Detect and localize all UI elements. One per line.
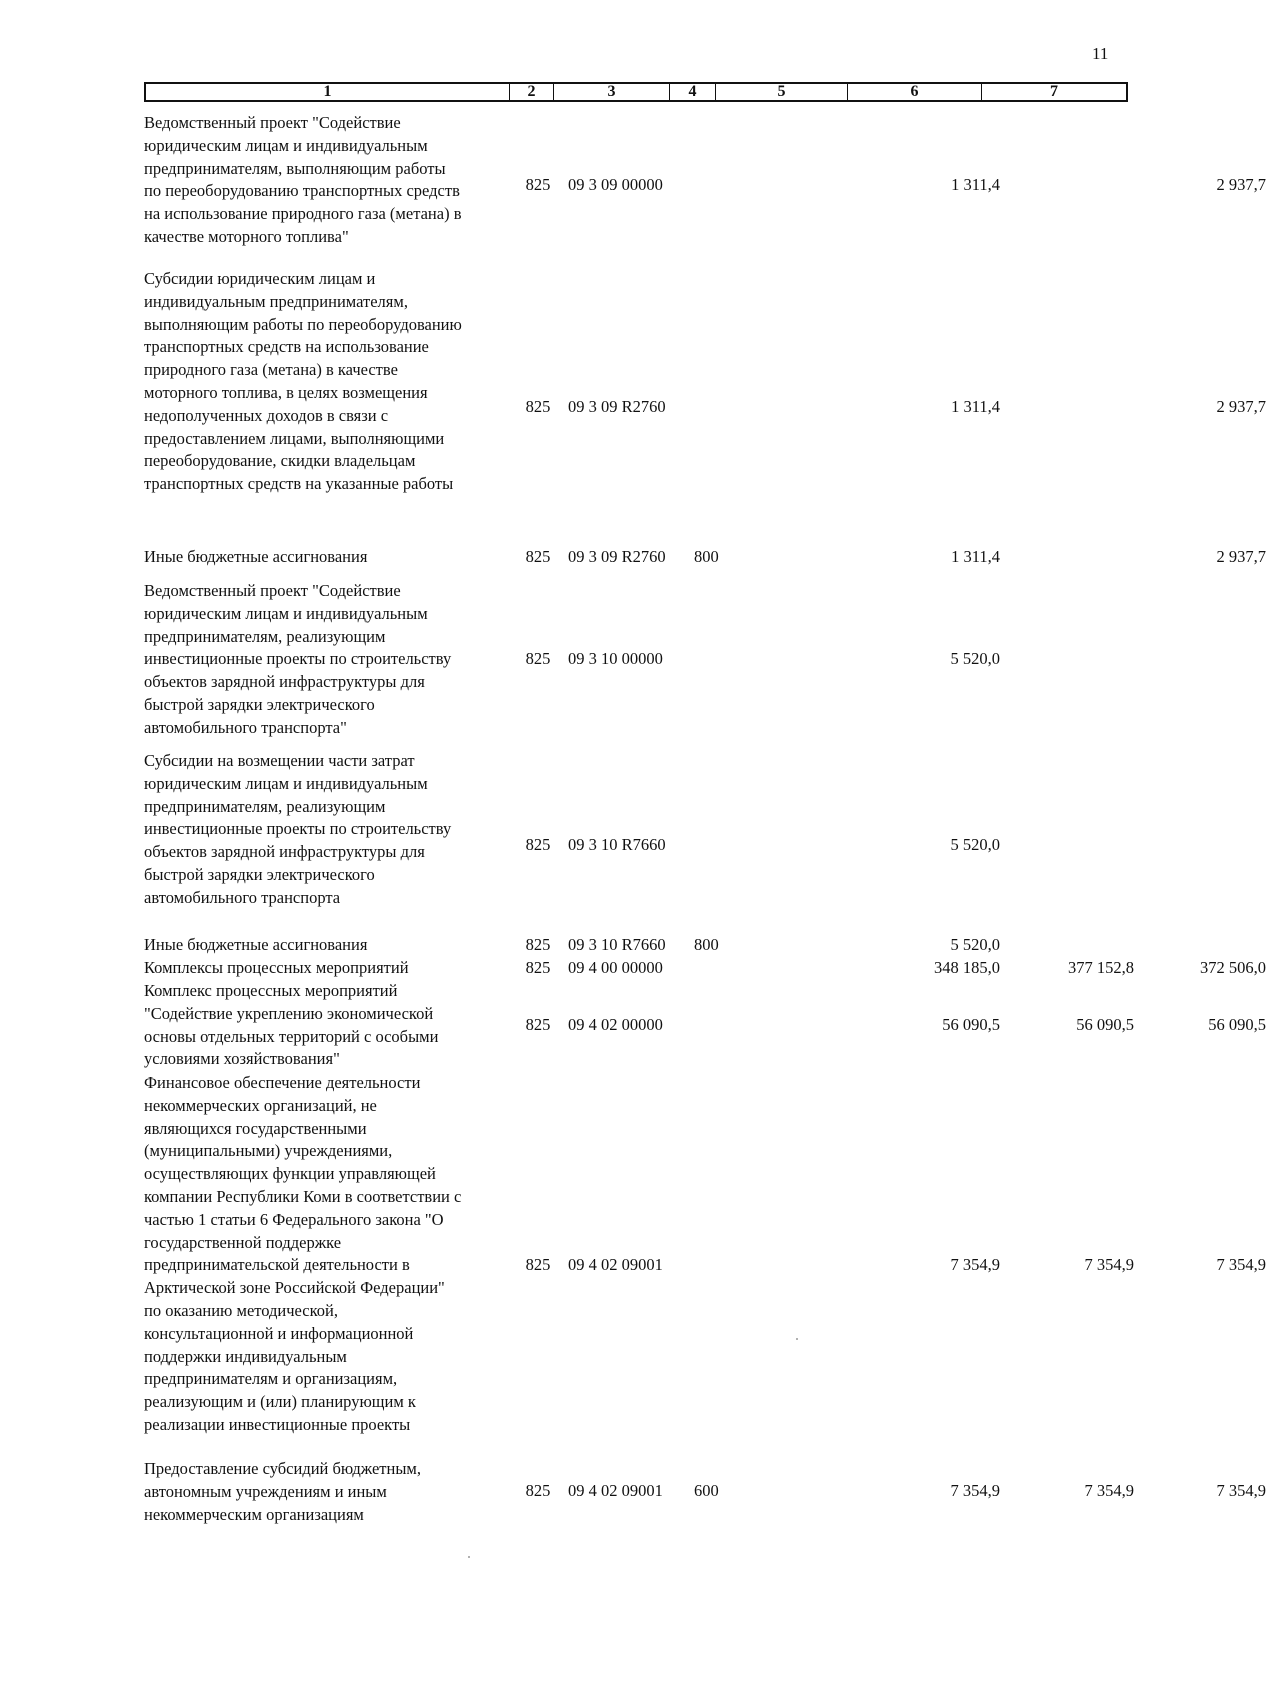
row-description: Ведомственный проект "Содействие юридическим лицам и индивидуальным предпринимателям, выполняющим работы по переоборудованию транспортных средств на использование природного газа (метана) в качестве моторного топлива" bbox=[144, 113, 462, 246]
target-code: 09 3 10 00000 bbox=[568, 649, 663, 668]
expense-type: 800 bbox=[694, 935, 719, 954]
target-code: 09 4 02 09001 bbox=[568, 1481, 663, 1500]
header-col-3: 3 bbox=[554, 84, 670, 100]
row-description: Ведомственный проект "Содействие юридическим лицам и индивидуальным предпринимателям, реализующим инвестиционные проекты по строительству объектов зарядной инфраструктуры для быстрой зарядки электрического автомобильного транспорта" bbox=[144, 581, 452, 737]
amount-col-5: 1 311,4 bbox=[951, 175, 1000, 194]
target-code: 09 4 00 00000 bbox=[568, 958, 663, 977]
header-col-1: 1 bbox=[146, 84, 510, 100]
amount-col-5: 1 311,4 bbox=[951, 397, 1000, 416]
admin-code: 825 bbox=[525, 649, 551, 668]
amount-col-7: 372 506,0 bbox=[1200, 958, 1266, 977]
target-code: 09 4 02 09001 bbox=[568, 1255, 663, 1274]
target-code: 09 3 09 R2760 bbox=[568, 547, 666, 566]
target-code: 09 3 10 R7660 bbox=[568, 935, 666, 954]
row-description: Субсидии на возмещении части затрат юридическим лицам и индивидуальным предпринимателям, реализующим инвестиционные проекты по строительству объектов зарядной инфраструктуры для быстрой зарядки электрического автомобильного транспорта bbox=[144, 751, 452, 907]
admin-code: 825 bbox=[525, 935, 551, 954]
amount-col-7: 7 354,9 bbox=[1216, 1255, 1266, 1274]
amount-col-5: 56 090,5 bbox=[942, 1015, 1000, 1034]
header-col-7: 7 bbox=[1050, 83, 1058, 100]
row-description: Комплекс процессных мероприятий "Содействие укреплению экономической основы отдельных территорий с особыми условиями хозяйствования" bbox=[144, 981, 439, 1069]
header-col-5: 5 bbox=[716, 84, 848, 100]
target-code: 09 4 02 00000 bbox=[568, 1015, 663, 1034]
amount-col-5: 1 311,4 bbox=[951, 547, 1000, 566]
row-description: Иные бюджетные ассигнования bbox=[144, 547, 368, 566]
amount-col-6: 7 354,9 bbox=[1084, 1481, 1134, 1500]
admin-code: 825 bbox=[525, 397, 551, 416]
amount-col-5: 5 520,0 bbox=[950, 835, 1000, 854]
amount-col-7: 2 937,7 bbox=[1216, 547, 1266, 566]
target-code: 09 3 10 R7660 bbox=[568, 835, 666, 854]
amount-col-5: 7 354,9 bbox=[950, 1481, 1000, 1500]
expense-type: 800 bbox=[694, 547, 719, 566]
admin-code: 825 bbox=[525, 835, 551, 854]
amount-col-5: 5 520,0 bbox=[950, 649, 1000, 668]
row-description: Иные бюджетные ассигнования bbox=[144, 935, 368, 954]
amount-col-6: 56 090,5 bbox=[1076, 1015, 1134, 1034]
amount-col-5: 7 354,9 bbox=[950, 1255, 1000, 1274]
row-description: Финансовое обеспечение деятельности некоммерческих организаций, не являющихся государственными (муниципальными) учреждениями, осуществляющих функции управляющей компании Республики Коми в соответствии с частью 1 статьи 6 Федерального закона "О государственной поддержке предпринимательской деятельности в Арктической зоне Российской Федерации" по оказанию методической, консультационной и информационной поддержки индивидуальным предпринимателям и организациям, реализующим и (или) планирующим к реализации инвестиционные проекты bbox=[144, 1073, 462, 1434]
admin-code: 825 bbox=[525, 175, 551, 194]
admin-code: 825 bbox=[525, 1481, 551, 1500]
header-col-4: 4 bbox=[670, 84, 716, 100]
target-code: 09 3 09 00000 bbox=[568, 175, 663, 194]
page-number: 11 bbox=[1092, 44, 1109, 63]
admin-code: 825 bbox=[525, 1015, 551, 1034]
header-col-2: 2 bbox=[510, 84, 554, 100]
amount-col-7: 2 937,7 bbox=[1216, 175, 1266, 194]
row-description: Комплексы процессных мероприятий bbox=[144, 958, 409, 977]
admin-code: 825 bbox=[525, 547, 551, 566]
amount-col-7: 56 090,5 bbox=[1208, 1015, 1266, 1034]
row-description: Предоставление субсидий бюджетным, автономным учреждениям и иным некоммерческим организациям bbox=[144, 1459, 421, 1524]
amount-col-5: 5 520,0 bbox=[950, 935, 1000, 954]
amount-col-7: 2 937,7 bbox=[1216, 397, 1266, 416]
row-description: Субсидии юридическим лицам и индивидуальным предпринимателям, выполняющим работы по переоборудованию транспортных средств на использование природного газа (метана) в качестве моторного топлива, в целях возмещения недополученных доходов в связи с предоставлением лицами, выполняющими переоборудование, скидки владельцам транспортных средств на указанные работы bbox=[144, 269, 462, 494]
target-code: 09 3 09 R2760 bbox=[568, 397, 666, 416]
table-header bbox=[144, 82, 1128, 102]
amount-col-6: 7 354,9 bbox=[1084, 1255, 1134, 1274]
amount-col-6: 377 152,8 bbox=[1068, 958, 1134, 977]
expense-type: 600 bbox=[694, 1481, 719, 1500]
scan-artifact bbox=[796, 1338, 798, 1340]
scan-artifact bbox=[468, 1556, 470, 1558]
amount-col-7: 7 354,9 bbox=[1216, 1481, 1266, 1500]
header-col-6: 6 bbox=[848, 84, 982, 100]
amount-col-5: 348 185,0 bbox=[934, 958, 1000, 977]
admin-code: 825 bbox=[525, 958, 551, 977]
admin-code: 825 bbox=[525, 1255, 551, 1274]
